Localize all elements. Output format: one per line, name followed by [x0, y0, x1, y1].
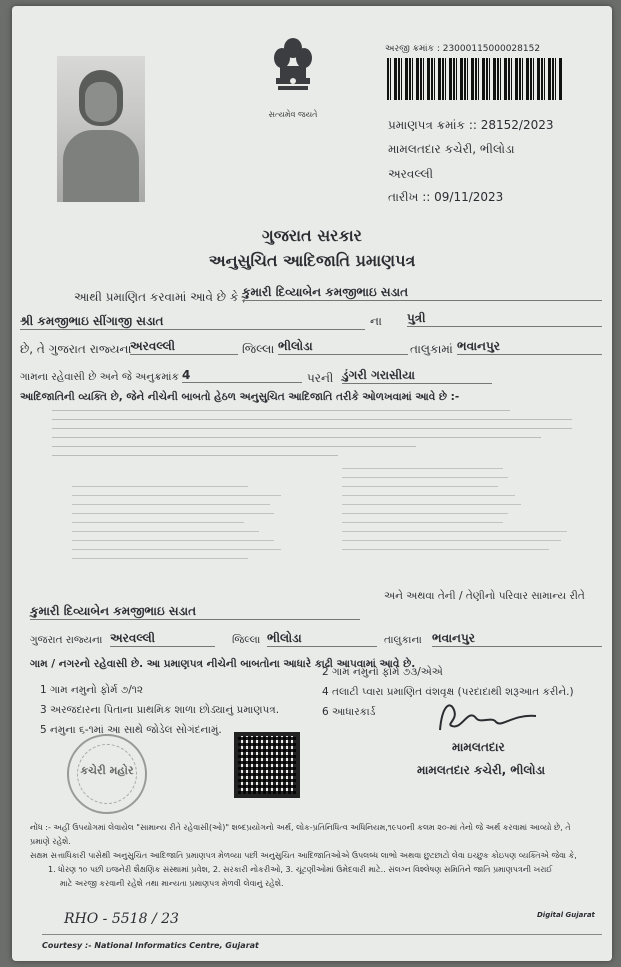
- footer-courtesy: Courtesy :- National Informatics Centre, Gujarat: [42, 941, 259, 950]
- recognition-text: આદિજાતિની વ્યક્તિ છે, જેને નીચેની બાબતો હેઠળ અનુસુચિત આદિજાતિ તરીકે ઓળખવામાં આવે છે :-: [20, 391, 460, 403]
- taluka-value-2: ભવાનપુર: [432, 631, 602, 647]
- legal-orders-right: [342, 468, 572, 558]
- relation: પુત્રી: [407, 311, 602, 327]
- doc-item-3: 3 અરજદારના પિતાના પ્રાથમિક શાળા છોડ્યાનું પ્રમાણપત્ર.: [40, 704, 280, 716]
- footer: [42, 934, 602, 958]
- applicant-name: કુમારી દિવ્યાબેન કમજીભાઇ સડાત: [242, 285, 602, 301]
- taluka-label: તાલુકામાં: [410, 342, 453, 356]
- district-label-2: જિલ્લા: [232, 634, 261, 646]
- doc-item-6: 6 આધારકાર્ડ: [322, 706, 376, 718]
- district-value: અરવલ્લી: [130, 339, 238, 355]
- emblem-caption: સત્યમેવ જયતે: [268, 110, 318, 119]
- note-line-3: સક્ષમ સત્તાધિકારી પાસેથી અનુસુચિત આદિજાતિ પ્રમાણપત્ર મેળવ્યા પછી અનુસુચિત આદિજાતિઓએ ઉપલબ્ધ લાભો અથવા છુટછાટો લેવા ઇચ્છુક કોઇપણ વ્યક્તિએ જેવા કે,: [30, 851, 577, 860]
- state-text: છે, તે ગુજરાત રાજ્યના: [20, 342, 132, 356]
- signature-block: [432, 696, 542, 755]
- applicant-photo: [57, 56, 145, 202]
- note-line-5: માટે અરજી કરવાની રહેશે તથા માન્યતા પ્રમાણપત્ર મેળવી લેવાનું રહેશે.: [60, 879, 284, 888]
- certificate-title: અનુસુચિત આદિજાતિ પ્રમાણપત્ર: [208, 251, 416, 270]
- tribe-label: પરની: [307, 371, 334, 385]
- issue-date-value: 09/11/2023: [434, 190, 504, 204]
- state-emblem: [258, 36, 328, 128]
- legal-orders-left: [72, 486, 292, 567]
- certify-text: આથી પ્રમાણિત કરવામાં આવે છે કે ,: [74, 290, 246, 304]
- signatory-title: મામલતદાર: [452, 740, 505, 754]
- issue-date-label: તારીખ: [388, 190, 419, 204]
- district-value-2: અરવલ્લી: [110, 631, 215, 647]
- doc-item-5: 5 નમુના ૬-૧માં આ સાથે જોડેલ સોગંદનામું.: [40, 724, 222, 736]
- relation-prefix: ના: [370, 314, 382, 328]
- certificate-number-label: પ્રમાણપત્ર ક્રમાંક: [388, 118, 466, 132]
- basis-text: ગામ / નગરનો રહેવાસી છે. આ પ્રમાણપત્ર નીચેની બાબતોના આધારે કાઢી આપવામાં આવે છે.: [30, 658, 416, 670]
- doc-item-1: 1 ગામ નમુનો ફોર્મ ૭/૧૨: [40, 684, 144, 696]
- serial-number: 4: [182, 368, 302, 383]
- legal-orders-block: [52, 410, 572, 459]
- note-line-1: નોંધ :- અહીં ઉપયોગમાં લેવાયેલ "સામાન્ય રીતે રહેવાસી(ઓ)" શબ્દપ્રયોગનો અર્થ, લોક-પ્રતિનિધિત્વ અધિનિયમ,૧૯૫૦ની કલમ ૨૦-માં તેનો જે અર્થ કરવામાં આવ્યો છે, તે: [30, 823, 571, 832]
- ashoka-emblem-icon: [270, 36, 316, 108]
- application-number: અરજી ક્રમાંક : 23000115000028152: [385, 44, 541, 54]
- district-label: જિલ્લા: [242, 342, 275, 356]
- certificate-number: પ્રમાણપત્ર ક્રમાંક :: 28152/2023: [388, 118, 554, 132]
- issuing-office: મામલતદાર કચેરી, ભીલોડા: [388, 142, 515, 156]
- taluka-value: ભવાનપુર: [457, 339, 602, 355]
- header-district: અરવલ્લી: [388, 167, 434, 181]
- tribe-value: ડુંગરી ગરાસીયા: [342, 368, 492, 384]
- seal-text: કચેરી મહોર: [80, 764, 134, 777]
- taluka-district-value-2: ભીલોડા: [267, 631, 377, 647]
- state-text-2: ગુજરાત રાજ્યના: [30, 634, 103, 646]
- note-line-4: 1. ધોરણ ૧૦ પછી ઇજનેરી શૈક્ષણિક સંસ્થામાં પ્રવેશ, 2. સરકારી નોકરીઓ, 3. ચૂંટણીઓમાં ઉમેદવારી માટે.. સંલગ્ન વિશ્લેષણ સમિતિને જાતિ પ્રમાણપત્રની ખરાઈ: [48, 865, 553, 874]
- second-text: અને અથવા તેની / તેણીનો પરિવાર સામાન્ય રીતે: [384, 590, 585, 602]
- office-seal: [67, 734, 147, 814]
- government-title: ગુજરાત સરકાર: [262, 226, 362, 245]
- doc-item-2: 2 ગામ નમુનો ફોર્મ ૭૩/એએ: [322, 666, 443, 678]
- notes-block: [30, 821, 605, 891]
- application-number-value: 23000115000028152: [442, 44, 541, 54]
- issue-date: તારીખ :: 09/11/2023: [388, 190, 504, 204]
- village-text: ગામના રહેવાસી છે અને જે અનુક્રમાંક: [20, 371, 179, 383]
- qr-code: [234, 732, 300, 798]
- doc-item-4: 4 તલાટી પ્વારા પ્રમાણિત વંશવૃક્ષ (પરદાદાથી શરૂઆત કરીને.): [322, 686, 574, 698]
- certificate-paper: [12, 6, 612, 961]
- note-line-2: પ્રમાણે રહેશે.: [30, 837, 71, 846]
- father-name: શ્રી કમજીભાઇ સીંગાજી સડાત: [20, 314, 365, 330]
- certificate-number-value: 28152/2023: [480, 118, 554, 132]
- footer-brand: Digital Gujarat: [537, 911, 595, 919]
- applicant-name-2: કુમારી દિવ્યાબેન કમજીભાઇ સડાત: [30, 604, 360, 620]
- barcode: [387, 58, 562, 100]
- taluka-label-2: તાલુકાના: [384, 634, 422, 646]
- signatory-office: મામલતદાર કચેરી, ભીલોડા: [417, 763, 546, 777]
- taluka-district-value: ભીલોડા: [278, 339, 408, 355]
- signature-icon: [432, 696, 542, 736]
- application-number-label: અરજી ક્રમાંક: [385, 44, 434, 54]
- handwritten-reference: RHO - 5518 / 23: [64, 911, 179, 927]
